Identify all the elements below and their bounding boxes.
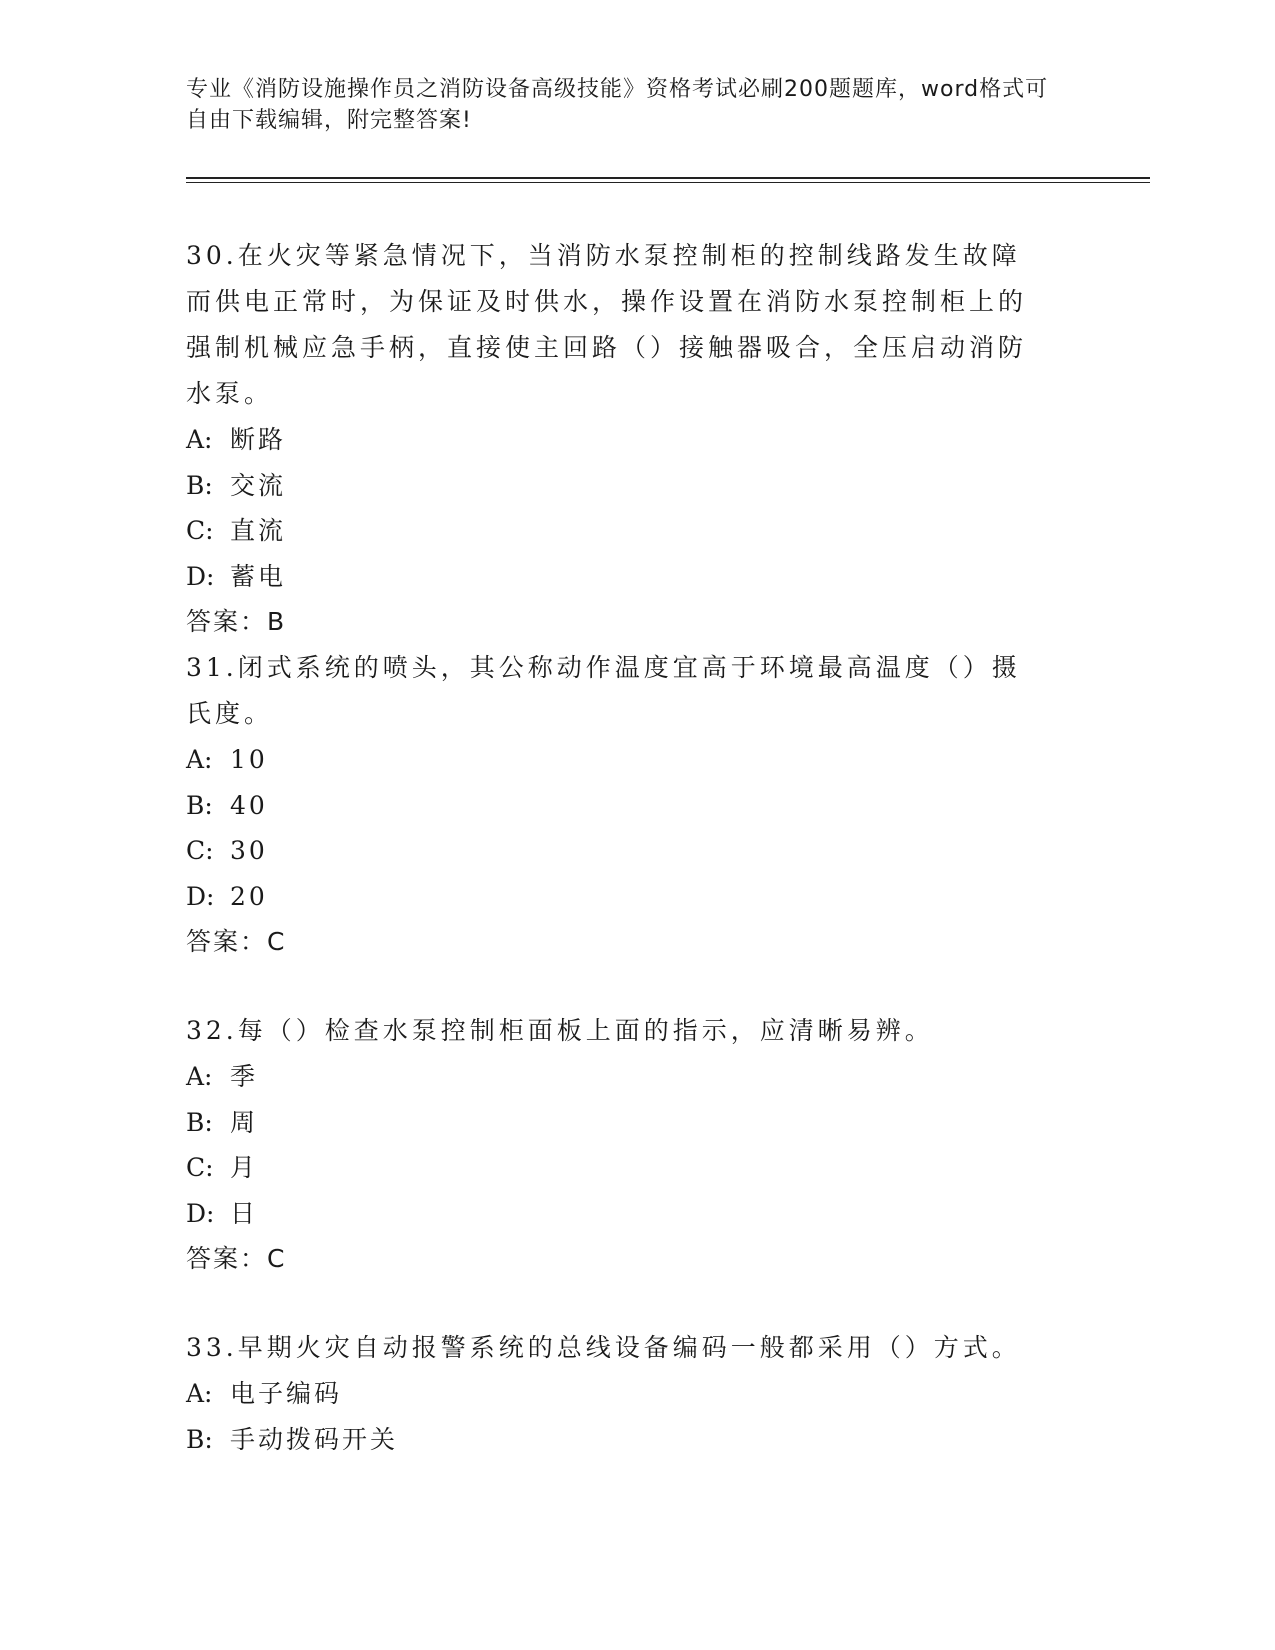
option-b <box>186 1417 1086 1463</box>
question-33 <box>186 1325 1086 1462</box>
option-text: 30 <box>230 836 268 865</box>
option-text: 直流 <box>230 516 287 545</box>
answer-line: 答案：C <box>186 927 287 956</box>
option-text: 10 <box>230 745 268 774</box>
option-text: 电子编码 <box>230 1379 343 1408</box>
option-text: 断路 <box>230 425 287 454</box>
option-letter: D: <box>186 1198 215 1228</box>
option-letter: B: <box>186 1107 213 1137</box>
option-c <box>186 508 1086 554</box>
question-31 <box>186 645 1086 965</box>
option-text: 交流 <box>230 470 287 500</box>
option-letter: A: <box>186 425 213 454</box>
option-a <box>186 417 1086 463</box>
option-a <box>186 1371 1086 1417</box>
option-letter: A: <box>186 1062 213 1091</box>
header-divider <box>186 177 1150 179</box>
option-text: 20 <box>230 881 268 911</box>
option-letter: A: <box>186 745 213 774</box>
answer-line: 答案：C <box>186 1244 287 1273</box>
option-text: 周 <box>230 1107 259 1137</box>
option-text: 手动拨码开关 <box>230 1424 399 1454</box>
question-32 <box>186 1008 1086 1282</box>
header-divider-thin <box>186 182 1150 183</box>
option-letter: A: <box>186 1379 213 1408</box>
option-b <box>186 463 1086 509</box>
option-text: 月 <box>230 1153 259 1182</box>
option-text: 蓄电 <box>230 561 287 591</box>
option-b <box>186 1100 1086 1146</box>
option-letter: C: <box>186 1153 214 1182</box>
option-text: 季 <box>230 1062 259 1091</box>
option-letter: B: <box>186 790 213 820</box>
option-c <box>186 828 1086 874</box>
option-d <box>186 1191 1086 1237</box>
option-c <box>186 1145 1086 1191</box>
option-text: 日 <box>230 1198 259 1228</box>
option-letter: C: <box>186 516 214 545</box>
option-a <box>186 737 1086 783</box>
option-letter: B: <box>186 470 213 500</box>
question-stem: 33.早期火灾自动报警系统的总线设备编码一般都采用（）方式。 <box>186 1333 1021 1362</box>
option-letter: C: <box>186 836 214 865</box>
option-letter: D: <box>186 881 215 911</box>
document-header: 专业《消防设施操作员之消防设备高级技能》资格考试必刷200题题库，word格式可自由下载编辑，附完整答案! <box>186 77 1049 133</box>
option-letter: B: <box>186 1424 213 1454</box>
option-d <box>186 554 1086 600</box>
question-30 <box>186 233 1086 645</box>
question-stem: 30.在火灾等紧急情况下，当消防水泵控制柜的控制线路发生故障而供电正常时，为保证及时供水，操作设置在消防水泵控制柜上的强制机械应急手柄，直接使主回路（）接触器吸合，全压启动消防水泵。 <box>186 241 1028 408</box>
answer-line: 答案：B <box>186 607 287 636</box>
option-text: 40 <box>230 790 268 820</box>
option-a <box>186 1054 1086 1100</box>
option-letter: D: <box>186 561 215 591</box>
question-stem: 31.闭式系统的喷头，其公称动作温度宜高于环境最高温度（）摄氏度。 <box>186 653 1021 728</box>
question-stem: 32.每（）检查水泵控制柜面板上面的指示，应清晰易辨。 <box>186 1016 934 1045</box>
option-b <box>186 783 1086 829</box>
option-d <box>186 874 1086 920</box>
